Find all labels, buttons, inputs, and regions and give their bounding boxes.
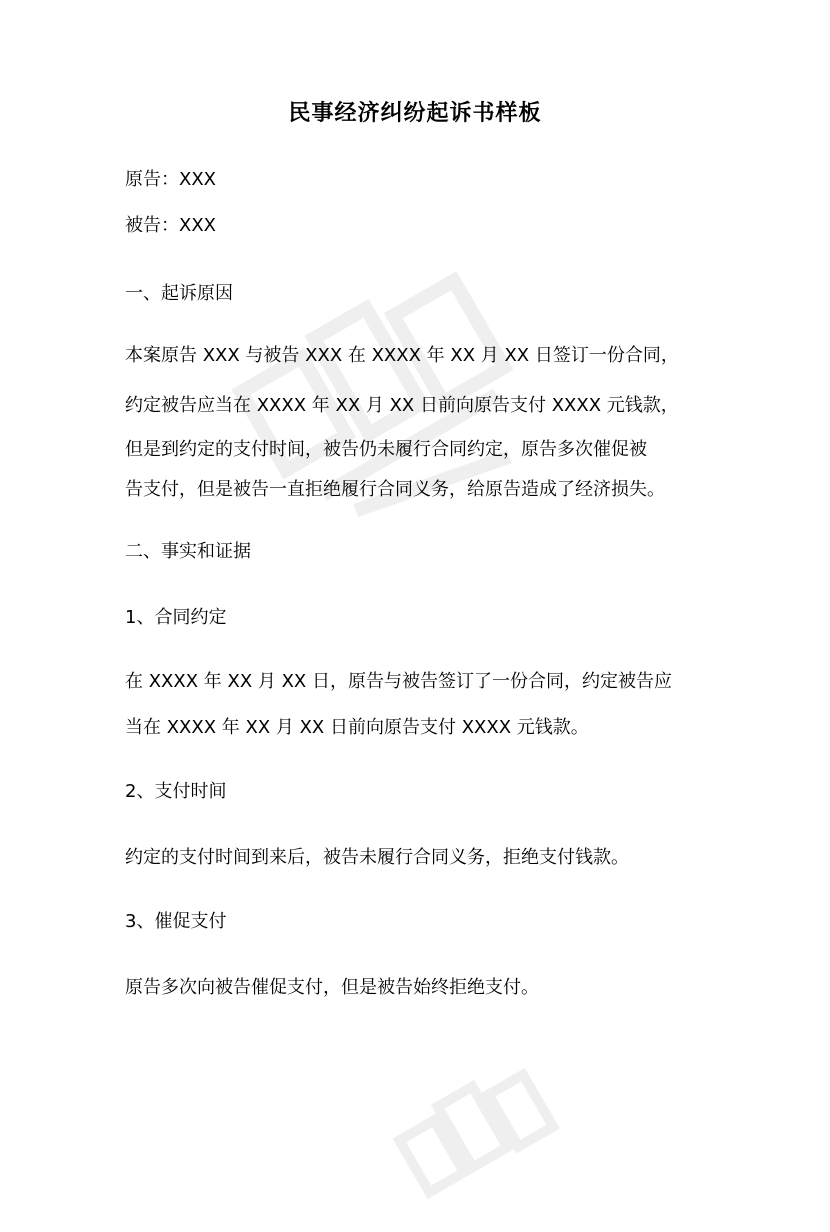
sub3-heading: 3、催促支付 <box>125 911 227 932</box>
section1-paragraph-line: 告支付，但是被告一直拒绝履行合同义务，给原告造成了经济损失。 <box>125 479 665 500</box>
section1-heading: 一、起诉原因 <box>125 283 233 304</box>
defendant-line: 被告：XXX <box>125 215 216 236</box>
document-title: 民事经济纠纷起诉书样板 <box>288 101 542 126</box>
sub1-paragraph-line: 当在 XXXX 年 XX 月 XX 日前向原告支付 XXXX 元钱款。 <box>125 717 589 738</box>
sub1-heading: 1、合同约定 <box>125 607 227 628</box>
sub1-paragraph-line: 在 XXXX 年 XX 月 XX 日，原告与被告签订了一份合同，约定被告应 <box>125 671 672 692</box>
sub2-heading: 2、支付时间 <box>125 781 227 802</box>
section1-paragraph-line: 本案原告 XXX 与被告 XXX 在 XXXX 年 XX 月 XX 日签订一份合同， <box>125 345 679 366</box>
section1-paragraph-line: 但是到约定的支付时间，被告仍未履行合同约定，原告多次催促被 <box>125 439 647 460</box>
plaintiff-line: 原告：XXX <box>125 169 216 190</box>
sub3-paragraph-line: 原告多次向被告催促支付，但是被告始终拒绝支付。 <box>125 977 539 998</box>
sub2-paragraph-line: 约定的支付时间到来后，被告未履行合同义务，拒绝支付钱款。 <box>125 847 629 868</box>
section1-paragraph-line: 约定被告应当在 XXXX 年 XX 月 XX 日前向原告支付 XXXX 元钱款， <box>125 395 679 416</box>
watermark-logo-bottom <box>381 1048 580 1232</box>
section2-heading: 二、事实和证据 <box>125 541 251 562</box>
